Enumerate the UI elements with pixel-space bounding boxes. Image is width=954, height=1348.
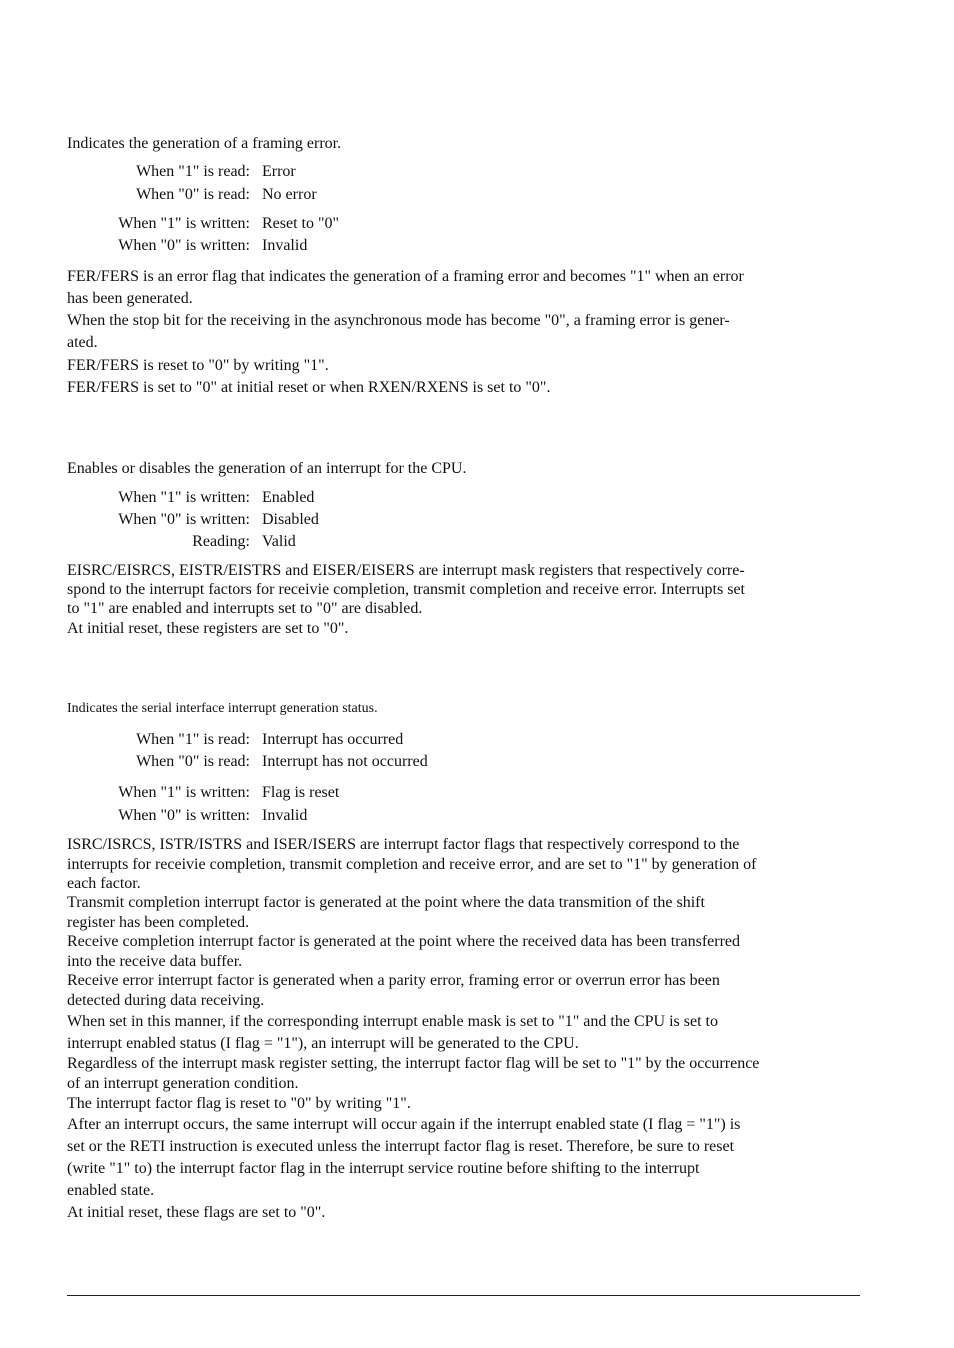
fer-body-line: ated. [67,334,98,351]
flag-read-1-key: When "1" is read: [136,731,250,748]
flag-body-line: (write "1" to) the interrupt factor flag in the interrupt service routine before shifting to the interrupt [67,1160,700,1177]
flag-intro: Indicates the serial interface interrupt generation status. [67,701,378,716]
flag-body-line: Regardless of the interrupt mask register setting, the interrupt factor flag will be set to "1" by the occurrence [67,1055,760,1072]
flag-body-line: each factor. [67,875,141,892]
flag-write-0-key: When "0" is written: [118,807,250,824]
flag-body-line: enabled state. [67,1182,155,1199]
flag-body-line: Transmit completion interrupt factor is generated at the point where the data transmition of the shift [67,894,705,911]
fer-body-line: FER/FERS is reset to "0" by writing "1". [67,357,329,374]
flag-read-1-value: Interrupt has occurred [262,731,404,748]
mask-body-line: At initial reset, these registers are set to "0". [67,620,349,637]
flag-body-line: of an interrupt generation condition. [67,1075,299,1092]
mask-intro: Enables or disables the generation of an interrupt for the CPU. [67,460,467,477]
flag-body-line: detected during data receiving. [67,992,265,1009]
flag-body-line: When set in this manner, if the corresponding interrupt enable mask is set to "1" and the CPU is set to [67,1013,718,1030]
fer-intro: Indicates the generation of a framing error. [67,135,342,152]
mask-write-0-key: When "0" is written: [118,511,250,528]
flag-read-0-key: When "0" is read: [136,753,250,770]
mask-write-0-value: Disabled [262,511,319,528]
flag-body-line: register has been completed. [67,914,250,931]
mask-read-value: Valid [262,533,296,550]
flag-body-line: Receive completion interrupt factor is generated at the point where the received data has been transferred [67,933,741,950]
mask-write-1-key: When "1" is written: [118,489,250,506]
flag-write-1-value: Flag is reset [262,784,340,801]
fer-body-line: FER/FERS is an error flag that indicates the generation of a framing error and becomes "1" when an error [67,268,744,285]
flag-write-1-key: When "1" is written: [118,784,250,801]
fer-write-0-value: Invalid [262,237,308,254]
fer-body-line: has been generated. [67,290,193,307]
footer-divider [67,1295,860,1296]
fer-read-1-key: When "1" is read: [136,163,250,180]
fer-read-1-value: Error [262,163,296,180]
fer-body-line: FER/FERS is set to "0" at initial reset or when RXEN/RXENS is set to "0". [67,379,551,396]
flag-write-0-value: Invalid [262,807,308,824]
flag-body-line: interrupts for receivie completion, transmit completion and receive error, and are set to "1" by generation of [67,856,757,873]
mask-body-line: EISRC/EISRCS, EISTR/EISTRS and EISER/EISERS are interrupt mask registers that respectively corre- [67,562,745,579]
fer-write-0-key: When "0" is written: [118,237,250,254]
flag-body-line: set or the RETI instruction is executed unless the interrupt factor flag is reset. Therefore, be sure to reset [67,1138,735,1155]
mask-body-line: spond to the interrupt factors for receivie completion, transmit completion and receive error. Interrupts set [67,581,745,598]
flag-body-line: interrupt enabled status (I flag = "1"), an interrupt will be generated to the CPU. [67,1035,579,1052]
fer-write-1-key: When "1" is written: [118,215,250,232]
fer-write-1-value: Reset to "0" [262,215,340,232]
flag-body-line: At initial reset, these flags are set to "0". [67,1204,326,1221]
flag-body-line: The interrupt factor flag is reset to "0" by writing "1". [67,1095,411,1112]
fer-read-0-value: No error [262,186,317,203]
flag-body-line: ISRC/ISRCS, ISTR/ISTRS and ISER/ISERS are interrupt factor flags that respectively correspond to the [67,836,740,853]
mask-write-1-value: Enabled [262,489,315,506]
fer-body-line: When the stop bit for the receiving in the asynchronous mode has become "0", a framing error is gener- [67,312,730,329]
flag-body-line: into the receive data buffer. [67,953,243,970]
flag-read-0-value: Interrupt has not occurred [262,753,428,770]
mask-read-key: Reading: [192,533,250,550]
flag-body-line: Receive error interrupt factor is generated when a parity error, framing error or overrun error has been [67,972,720,989]
mask-body-line: to "1" are enabled and interrupts set to "0" are disabled. [67,600,423,617]
fer-read-0-key: When "0" is read: [136,186,250,203]
flag-body-line: After an interrupt occurs, the same interrupt will occur again if the interrupt enabled state (I flag = "1") is [67,1116,741,1133]
